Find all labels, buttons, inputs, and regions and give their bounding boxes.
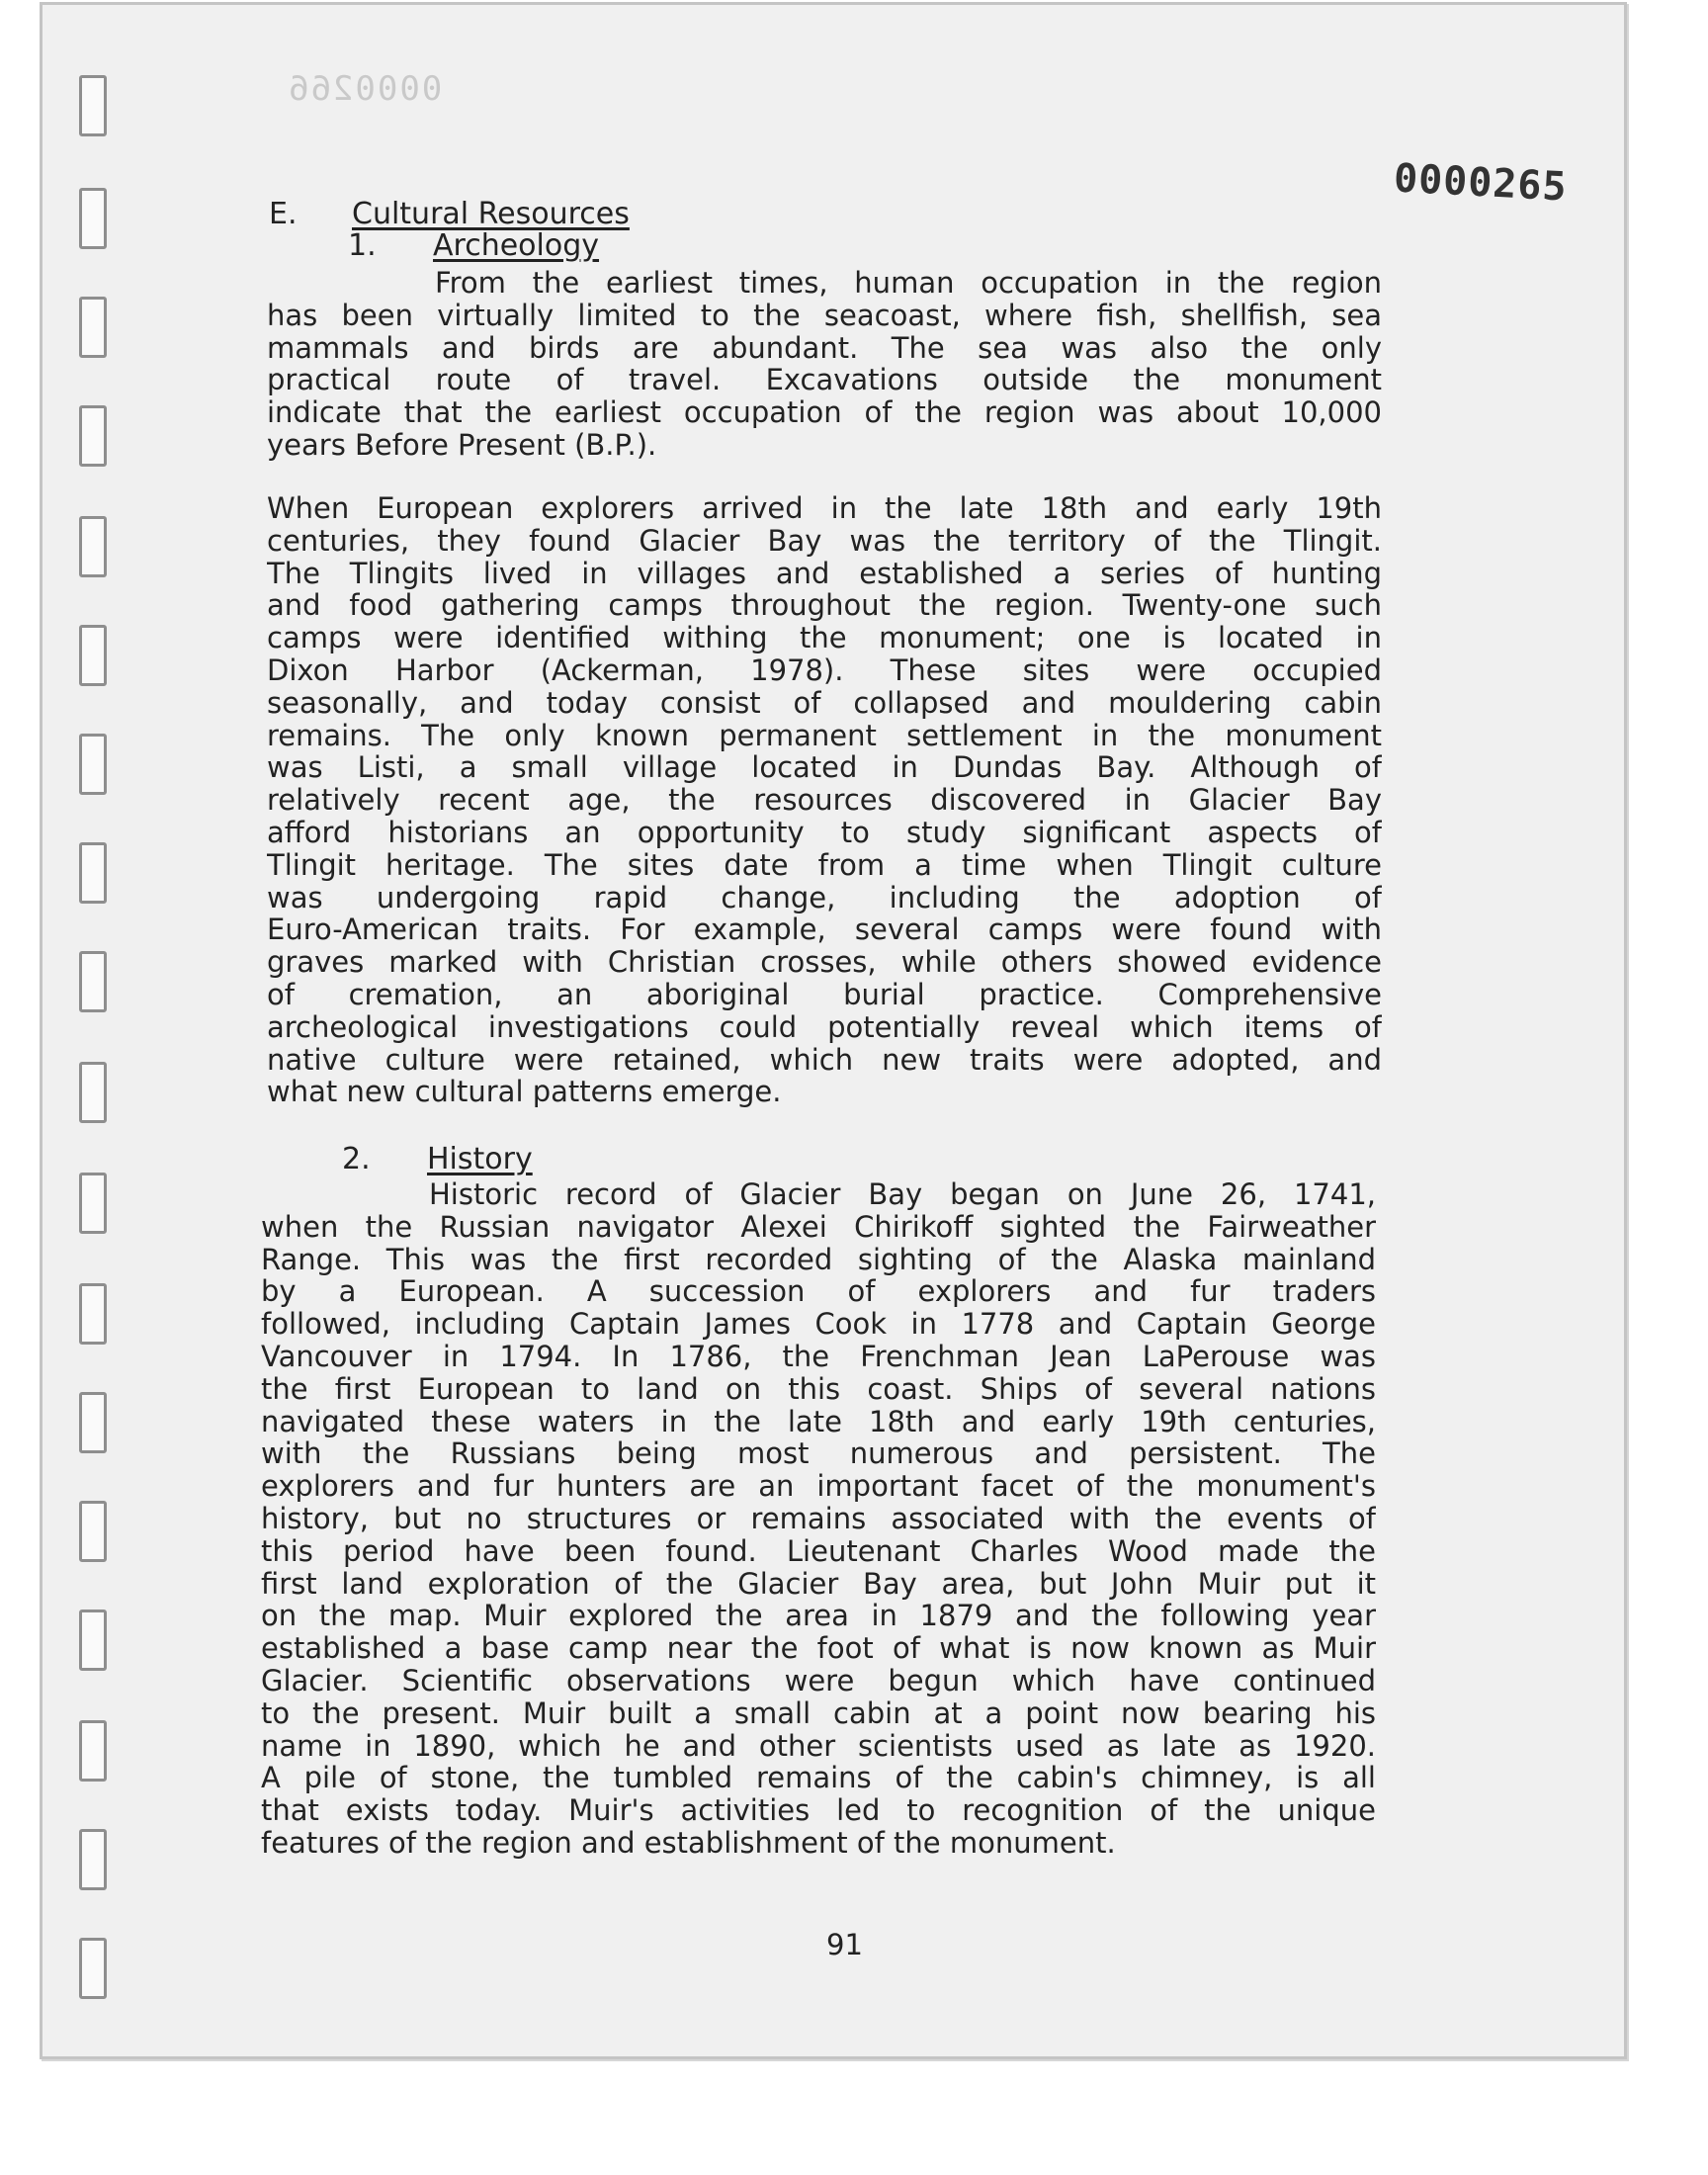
text-line: archeological investigations could potentially reveal which items of (267, 1010, 1382, 1044)
subsection-number: 2. (342, 1142, 371, 1176)
binder-hole (79, 516, 107, 577)
text-line: graves marked with Christian crosses, while others showed evidence (267, 946, 1382, 979)
binder-hole (79, 75, 107, 136)
text-line: what new cultural patterns emerge. (267, 1076, 782, 1109)
text-line: camps were identified withing the monument; one is located in (267, 622, 1382, 654)
binder-hole (79, 1062, 107, 1123)
text-line: the first European to land on this coast. Ships of several nations (261, 1372, 1376, 1406)
text-line: history, but no structures or remains associated with the events of (261, 1502, 1376, 1535)
text-line: A pile of stone, the tumbled remains of the cabin's chimney, is all (261, 1762, 1376, 1795)
text-line: navigated these waters in the late 18th and early 19th centuries, (261, 1405, 1376, 1438)
text-line: When European explorers arrived in the late 18th and early 19th (267, 492, 1382, 525)
text-line: Euro-American traits. For example, several camps were found with (267, 914, 1382, 947)
binder-hole (79, 842, 107, 904)
text-line: explorers and fur hunters are an important facet of the monument's (261, 1470, 1376, 1503)
text-line: relatively recent age, the resources discovered in Glacier Bay (267, 784, 1382, 817)
text-line: indicate that the earliest occupation of the region was about 10,000 (267, 396, 1382, 429)
text-line: seasonally, and today consist of collapsed and mouldering cabin (267, 686, 1382, 720)
text-line: Historic record of Glacier Bay began on June 26, 1741, (429, 1178, 1376, 1211)
text-line: of cremation, an aboriginal burial practice. Comprehensive (267, 978, 1382, 1011)
text-line: Tlingit heritage. The sites date from a time when Tlingit culture (267, 848, 1382, 882)
binder-hole (79, 1501, 107, 1562)
binder-hole (79, 1392, 107, 1453)
text-line: with the Russians being most numerous and persistent. The (261, 1437, 1376, 1471)
binder-hole (79, 1173, 107, 1234)
text-line: when the Russian navigator Alexei Chirikoff sighted the Fairweather (261, 1210, 1376, 1244)
text-line: has been virtually limited to the seacoast, where fish, shellfish, sea (267, 299, 1382, 332)
binder-hole (79, 405, 107, 467)
binder-hole (79, 297, 107, 358)
text-line: mammals and birds are abundant. The sea was also the only (267, 331, 1382, 365)
text-line: established a base camp near the foot of what is now known as Muir (261, 1632, 1376, 1665)
text-line: Vancouver in 1794. In 1786, the Frenchman Jean LaPerouse was (261, 1340, 1376, 1373)
archeology-paragraph-2 (267, 492, 1382, 1108)
document-stamp-number: 0000265 (1392, 155, 1569, 211)
text-line: The Tlingits lived in villages and established a series of hunting (267, 557, 1382, 590)
archeology-paragraph-1 (267, 267, 1382, 462)
binder-hole (79, 1283, 107, 1345)
page-number: 91 (826, 1928, 863, 1961)
text-line: first land exploration of the Glacier Bay area, but John Muir put it (261, 1567, 1376, 1601)
section-title: Cultural Resources (352, 197, 630, 231)
text-line: native culture were retained, which new traits were adopted, and (267, 1043, 1382, 1077)
text-line: to the present. Muir built a small cabin at a point now bearing his (261, 1696, 1376, 1730)
text-line: remains. The only known permanent settlement in the monument (267, 719, 1382, 752)
history-paragraph (261, 1178, 1376, 1860)
faint-stamp-number: 0000266 (287, 69, 443, 109)
text-line: practical route of travel. Excavations outside the monument (267, 364, 1382, 397)
subsection-title-history: History (427, 1142, 533, 1176)
text-line: on the map. Muir explored the area in 1879 and the following year (261, 1600, 1376, 1633)
section-letter: E. (269, 197, 298, 231)
text-line: that exists today. Muir's activities led to recognition of the unique (261, 1794, 1376, 1827)
binder-hole (79, 734, 107, 795)
text-line: name in 1890, which he and other scientists used as late as 1920. (261, 1729, 1376, 1763)
text-line: features of the region and establishment of the monument. (261, 1826, 1116, 1860)
binder-hole (79, 951, 107, 1012)
subsection-number: 1. (348, 228, 377, 263)
text-line: Glacier. Scientific observations were begun which have continued (261, 1664, 1376, 1697)
text-line: was Listi, a small village located in Dundas Bay. Although of (267, 751, 1382, 785)
text-line: years Before Present (B.P.). (267, 428, 657, 462)
binder-hole (79, 1720, 107, 1782)
text-line: afford historians an opportunity to study significant aspects of (267, 816, 1382, 849)
binder-hole (79, 188, 107, 249)
text-line: Range. This was the first recorded sighting of the Alaska mainland (261, 1243, 1376, 1276)
text-line: From the earliest times, human occupation in the region (435, 267, 1382, 300)
text-line: by a European. A succession of explorers and fur traders (261, 1275, 1376, 1309)
subsection-title-archeology: Archeology (433, 228, 600, 263)
text-line: and food gathering camps throughout the region. Twenty-one such (267, 589, 1382, 623)
binder-hole (79, 1610, 107, 1671)
text-line: followed, including Captain James Cook in 1778 and Captain George (261, 1308, 1376, 1341)
binder-hole (79, 1829, 107, 1890)
text-line: was undergoing rapid change, including the adoption of (267, 881, 1382, 914)
text-line: this period have been found. Lieutenant Charles Wood made the (261, 1534, 1376, 1568)
binder-hole (79, 625, 107, 686)
text-line: Dixon Harbor (Ackerman, 1978). These sites were occupied (267, 653, 1382, 687)
text-line: centuries, they found Glacier Bay was the territory of the Tlingit. (267, 524, 1382, 558)
binder-hole (79, 1938, 107, 1999)
